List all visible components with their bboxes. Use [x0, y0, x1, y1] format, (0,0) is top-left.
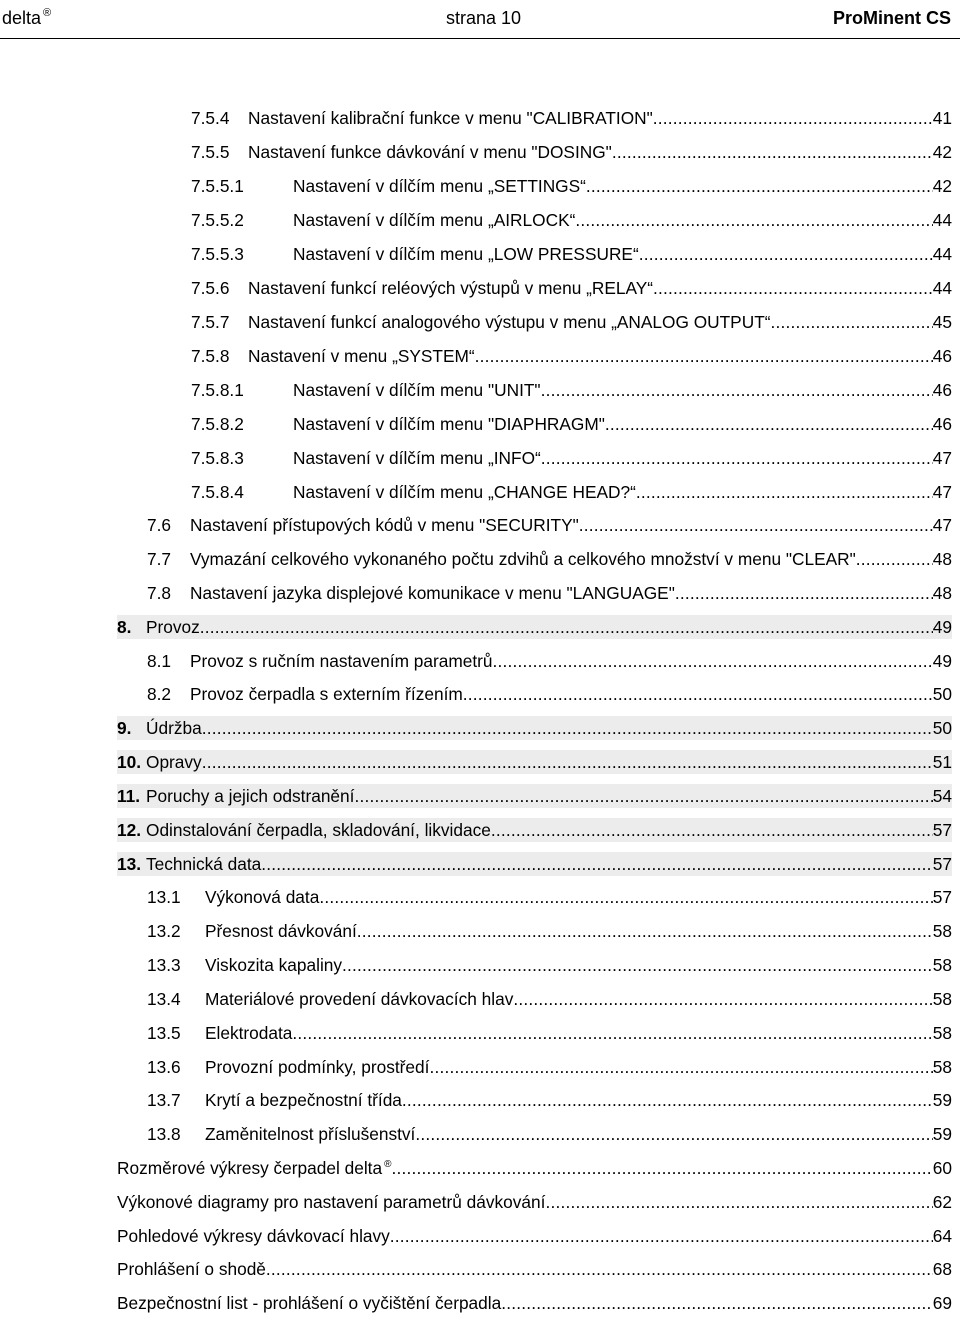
- toc-entry-number: 7.5.5.1: [191, 176, 244, 196]
- header-product-name: delta: [2, 8, 42, 28]
- toc-entry-number: 13.: [117, 854, 142, 874]
- toc-entry-title-text: Vymazání celkového vykonaného počtu zdvihů a celkového množství v menu "CLEAR": [190, 549, 856, 569]
- toc-dot-leader: [463, 682, 933, 706]
- toc-dot-leader: [541, 378, 933, 402]
- toc-entry-number: 7.5.8.3: [191, 448, 244, 468]
- toc-entry-page: 58: [932, 1057, 952, 1077]
- toc-entry-page: 48: [932, 583, 952, 603]
- toc-entry-page: 69: [932, 1293, 952, 1313]
- toc-entry-title-text: Nastavení v dílčím menu „SETTINGS“: [293, 176, 586, 196]
- toc-entry-number: 12.: [117, 820, 142, 840]
- toc-dot-leader: [501, 1291, 933, 1315]
- toc-dot-leader: [491, 818, 933, 842]
- toc-entry-number: 7.5.8.2: [191, 414, 244, 434]
- toc-entry-page: 42: [932, 142, 952, 162]
- toc-entry-page: 45: [932, 312, 952, 332]
- toc-entry[interactable]: [191, 310, 952, 334]
- toc-entry-page: 60: [932, 1158, 952, 1178]
- toc-entry[interactable]: [117, 1156, 952, 1180]
- toc-entry-title: [146, 750, 202, 774]
- toc-entry[interactable]: [191, 242, 952, 266]
- toc-entry-title-text: Opravy: [146, 752, 202, 772]
- toc-entry-title-text: Výkonové diagramy pro nastavení parametrů dávkování: [117, 1192, 546, 1212]
- toc-dot-leader: [354, 784, 932, 808]
- toc-entry-title-text: Krytí a bezpečnostní třída: [205, 1090, 402, 1110]
- toc-entry-title: [117, 1190, 545, 1214]
- toc-dot-leader: [856, 547, 933, 571]
- toc-entry-number: 13.8: [147, 1124, 181, 1144]
- toc-dot-leader: [266, 1257, 933, 1281]
- toc-entry-title-text: Nastavení přístupových kódů v menu "SECURITY": [190, 515, 579, 535]
- toc-entry-number: 7.8: [147, 583, 172, 603]
- toc-dot-leader: [415, 1122, 932, 1146]
- toc-entry-title: [248, 140, 612, 164]
- toc-dot-leader: [513, 987, 932, 1011]
- toc-entry-page: 58: [932, 955, 952, 975]
- toc-entry-title: [190, 581, 675, 605]
- toc-entry-title: [293, 208, 575, 232]
- toc-entry-number: 13.7: [147, 1090, 181, 1110]
- toc-entry[interactable]: [117, 1257, 952, 1281]
- toc-entry[interactable]: [191, 344, 952, 368]
- toc-entry-title-text: Provoz: [146, 617, 200, 637]
- toc-entry-title-text: Nastavení funkce dávkování v menu "DOSING": [248, 142, 612, 162]
- toc-entry-title: [205, 953, 342, 977]
- toc-entry-title: [293, 412, 605, 436]
- toc-dot-leader: [575, 208, 932, 232]
- registered-mark: ®: [43, 7, 52, 19]
- toc-entry-title-text: Nastavení kalibrační funkce v menu "CALIBRATION": [248, 108, 653, 128]
- toc-entry-title-text: Nastavení v dílčím menu „LOW PRESSURE“: [293, 244, 639, 264]
- toc-entry-title: [205, 1021, 292, 1045]
- toc-entry-title: [190, 682, 463, 706]
- toc-entry-number: 10.: [117, 752, 142, 772]
- toc-entry-title: [146, 716, 202, 740]
- registered-mark: ®: [384, 1159, 392, 1170]
- toc-entry[interactable]: [147, 1088, 952, 1112]
- toc-entry-title: [293, 242, 639, 266]
- toc-dot-leader: [579, 513, 933, 537]
- toc-entry-title-text: Provozní podmínky, prostředí: [205, 1057, 430, 1077]
- toc-entry-title-text: Nastavení jazyka displejové komunikace v menu "LANGUAGE": [190, 583, 675, 603]
- toc-entry-title: [293, 480, 636, 504]
- toc-entry-title: [293, 446, 541, 470]
- toc-entry-page: 51: [932, 752, 952, 772]
- toc-dot-leader: [342, 953, 933, 977]
- toc-dot-leader: [402, 1088, 933, 1112]
- toc-entry[interactable]: [147, 919, 952, 943]
- toc-entry-title-text: Odinstalování čerpadla, skladování, likvidace: [146, 820, 491, 840]
- toc-entry-number: 7.5.7: [191, 312, 230, 332]
- toc-dot-leader: [612, 140, 933, 164]
- toc-entry-page: 58: [932, 921, 952, 941]
- toc-entry-title: [205, 1122, 415, 1146]
- toc-entry-title: [205, 1055, 429, 1079]
- toc-entry[interactable]: [147, 953, 952, 977]
- toc-dot-leader: [586, 174, 933, 198]
- toc-entry-title: [248, 310, 771, 334]
- toc-entry-title: [293, 378, 541, 402]
- toc-entry-title: [293, 174, 586, 198]
- toc-entry-page: 46: [932, 380, 952, 400]
- toc-entry-page: 59: [932, 1124, 952, 1144]
- toc-entry-number: 7.5.8.4: [191, 482, 244, 502]
- toc-dot-leader: [605, 412, 933, 436]
- toc-entry-title: [117, 1257, 266, 1281]
- toc-entry-page: 68: [932, 1259, 952, 1279]
- toc-entry[interactable]: [147, 987, 952, 1011]
- toc-entry-page: 44: [932, 210, 952, 230]
- toc-entry-page: 46: [932, 414, 952, 434]
- header-divider: [0, 38, 960, 39]
- toc-entry-number: 8.2: [147, 684, 172, 704]
- toc-dot-leader: [653, 106, 933, 130]
- toc-entry-title: [117, 1156, 391, 1184]
- toc-entry-page: 50: [932, 718, 952, 738]
- toc-dot-leader: [653, 276, 933, 300]
- toc-entry-title: [146, 615, 200, 639]
- toc-dot-leader: [292, 1021, 932, 1045]
- toc-entry-number: 7.5.5.2: [191, 210, 244, 230]
- toc-entry[interactable]: [191, 276, 952, 300]
- toc-entry-title-text: Zaměnitelnost příslušenství: [205, 1124, 416, 1144]
- toc-entry[interactable]: [147, 513, 952, 537]
- toc-entry-page: 48: [932, 549, 952, 569]
- toc-entry-title-text: Nastavení v dílčím menu „AIRLOCK“: [293, 210, 576, 230]
- toc-dot-leader: [493, 649, 933, 673]
- toc-entry-title-text: Výkonová data: [205, 887, 320, 907]
- toc-entry-page: 58: [932, 1023, 952, 1043]
- toc-entry-title-text: Provoz s ručním nastavením parametrů: [190, 651, 493, 671]
- toc-entry-number: 8.: [117, 617, 132, 637]
- toc-entry-title: [205, 987, 513, 1011]
- toc-entry-number: 7.5.5: [191, 142, 230, 162]
- toc-entry-title-text: Údržba: [146, 718, 202, 738]
- toc-dot-leader: [475, 344, 933, 368]
- toc-entry-page: 58: [932, 989, 952, 1009]
- toc-dot-leader: [390, 1224, 933, 1248]
- page-header: [0, 6, 960, 32]
- toc-entry-number: 7.6: [147, 515, 172, 535]
- toc-entry-number: 7.7: [147, 549, 172, 569]
- toc-dot-leader: [319, 885, 932, 909]
- toc-entry[interactable]: [147, 649, 952, 673]
- toc-dot-leader: [202, 716, 933, 740]
- toc-entry-title: [190, 649, 493, 673]
- header-company: ProMinent CS: [832, 8, 951, 28]
- toc-entry-page: 41: [932, 108, 952, 128]
- toc-dot-leader: [541, 446, 933, 470]
- toc-entry-title-text: Nastavení v dílčím menu "DIAPHRAGM": [293, 414, 605, 434]
- toc-entry-title-text: Prohlášení o shodě: [117, 1259, 266, 1279]
- toc-entry[interactable]: [147, 1055, 952, 1079]
- toc-entry-number: 11.: [117, 786, 141, 806]
- toc-entry-number: 13.3: [147, 955, 181, 975]
- toc-dot-leader: [200, 615, 933, 639]
- toc-entry-title-text: Bezpečnostní list - prohlášení o vyčištění čerpadla: [117, 1293, 502, 1313]
- toc-entry-title-text: Provoz čerpadla s externím řízením: [190, 684, 463, 704]
- toc-entry-number: 13.4: [147, 989, 181, 1009]
- toc-entry[interactable]: [191, 378, 952, 402]
- toc-entry-number: 7.5.8: [191, 346, 230, 366]
- toc-entry-page: 44: [932, 278, 952, 298]
- toc-dot-leader: [429, 1055, 932, 1079]
- toc-entry-page: 64: [932, 1226, 952, 1246]
- toc-entry-title: [146, 784, 354, 808]
- toc-entry-page: 54: [932, 786, 952, 806]
- toc-entry[interactable]: [191, 140, 952, 164]
- toc-entry-title-text: Elektrodata: [205, 1023, 293, 1043]
- toc-entry[interactable]: [117, 1190, 952, 1214]
- toc-entry-page: 42: [932, 176, 952, 196]
- toc-entry-title: [205, 1088, 402, 1112]
- toc-entry[interactable]: [117, 852, 952, 876]
- toc-entry[interactable]: [191, 446, 952, 470]
- toc-entry[interactable]: [117, 750, 952, 774]
- toc-entry-title-text: Pohledové výkresy dávkovací hlavy: [117, 1226, 390, 1246]
- toc-entry-title-text: Poruchy a jejich odstranění: [146, 786, 355, 806]
- header-page-number: strana 10: [446, 8, 522, 28]
- toc-entry-page: 47: [932, 515, 952, 535]
- toc-dot-leader: [771, 310, 933, 334]
- toc-entry-title-text: Nastavení v dílčím menu „INFO“: [293, 448, 541, 468]
- toc-entry[interactable]: [147, 547, 952, 571]
- toc-entry-page: 49: [932, 617, 952, 637]
- toc-entry-page: 47: [932, 448, 952, 468]
- toc-entry[interactable]: [147, 1021, 952, 1045]
- toc-dot-leader: [357, 919, 933, 943]
- toc-entry-title: [205, 919, 357, 943]
- toc-entry-title: [146, 852, 261, 876]
- toc-dot-leader: [545, 1190, 932, 1214]
- toc-entry-number: 8.1: [147, 651, 172, 671]
- toc-entry[interactable]: [191, 174, 952, 198]
- toc-entry-page: 57: [932, 854, 952, 874]
- toc-entry-number: 13.2: [147, 921, 181, 941]
- toc-entry[interactable]: [191, 208, 952, 232]
- toc-entry[interactable]: [117, 1224, 952, 1248]
- toc-entry-number: 13.6: [147, 1057, 181, 1077]
- toc-entry[interactable]: [191, 106, 952, 130]
- toc-entry-page: 59: [932, 1090, 952, 1110]
- toc-entry-number: 13.1: [147, 887, 181, 907]
- toc-dot-leader: [202, 750, 933, 774]
- toc-entry[interactable]: [147, 682, 952, 706]
- toc-entry-title: [117, 1291, 501, 1315]
- toc-entry-title-text: Nastavení v dílčím menu „CHANGE HEAD?“: [293, 482, 636, 502]
- toc-entry-page: 46: [932, 346, 952, 366]
- toc-dot-leader: [391, 1156, 932, 1180]
- toc-entry-title: [146, 818, 491, 842]
- toc-entry[interactable]: [117, 1291, 952, 1315]
- toc-entry[interactable]: [117, 615, 952, 639]
- toc-entry[interactable]: [117, 818, 952, 842]
- toc-entry-number: 13.5: [147, 1023, 181, 1043]
- toc-entry-title-text: Materiálové provedení dávkovacích hlav: [205, 989, 514, 1009]
- toc-entry-title: [190, 513, 579, 537]
- toc-entry-title: [190, 547, 856, 571]
- toc-dot-leader: [675, 581, 933, 605]
- toc-entry[interactable]: [117, 784, 952, 808]
- toc-entry[interactable]: [117, 716, 952, 740]
- toc-entry-number: 7.5.4: [191, 108, 230, 128]
- toc-entry-title-text: Nastavení funkcí reléových výstupů v menu „RELAY“: [248, 278, 654, 298]
- toc-entry-title-text: Technická data: [146, 854, 262, 874]
- toc-entry-title-text: Nastavení v dílčím menu "UNIT": [293, 380, 541, 400]
- toc-entry-title: [248, 344, 475, 368]
- toc-entry[interactable]: [147, 885, 952, 909]
- toc-entry[interactable]: [191, 480, 952, 504]
- toc-entry-title-text: Přesnost dávkování: [205, 921, 357, 941]
- toc-entry-page: 50: [932, 684, 952, 704]
- toc-entry-title-text: Rozměrové výkresy čerpadel delta: [117, 1158, 383, 1178]
- toc-dot-leader: [639, 242, 933, 266]
- toc-entry-title-text: Nastavení funkcí analogového výstupu v menu „ANALOG OUTPUT“: [248, 312, 771, 332]
- toc-entry-page: 47: [932, 482, 952, 502]
- toc-dot-leader: [636, 480, 933, 504]
- toc-entry[interactable]: [147, 581, 952, 605]
- toc-entry-title: [205, 885, 319, 909]
- toc-entry-number: 7.5.8.1: [191, 380, 244, 400]
- toc-dot-leader: [261, 852, 932, 876]
- toc-entry-page: 57: [932, 887, 952, 907]
- toc-entry-number: 9.: [117, 718, 132, 738]
- toc-entry-title: [117, 1224, 390, 1248]
- toc-entry-page: 57: [932, 820, 952, 840]
- toc-entry-number: 7.5.5.3: [191, 244, 244, 264]
- toc-entry-number: 7.5.6: [191, 278, 230, 298]
- toc-entry-page: 49: [932, 651, 952, 671]
- toc-entry-title: [248, 106, 653, 130]
- toc-entry-title-text: Viskozita kapaliny: [205, 955, 343, 975]
- toc-entry[interactable]: [191, 412, 952, 436]
- header-product: [2, 8, 51, 29]
- toc-entry-title: [248, 276, 653, 300]
- toc-entry[interactable]: [147, 1122, 952, 1146]
- toc-entry-page: 62: [932, 1192, 952, 1212]
- toc-entry-title-text: Nastavení v menu „SYSTEM“: [248, 346, 475, 366]
- toc-entry-page: 44: [932, 244, 952, 264]
